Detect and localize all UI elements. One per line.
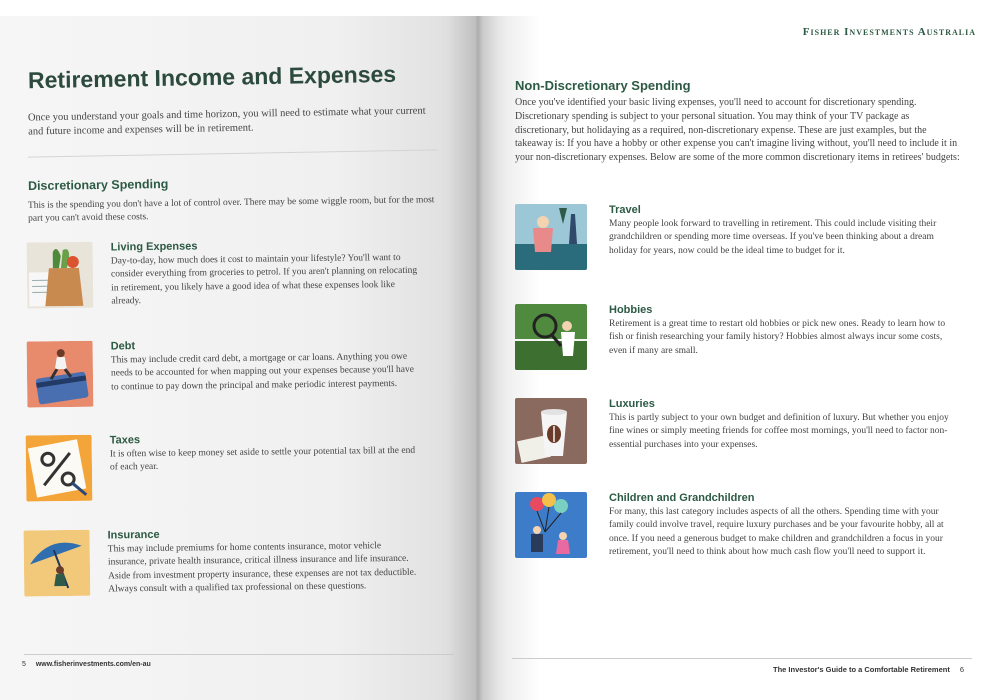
- item-text: This is partly subject to your own budget and definition of luxury. But whether you enjoy fine wines or simply meeting friends for coffee most mornings, you'll need to factor non-essential purchases into your expenses.: [609, 413, 949, 450]
- non-discretionary-heading: Non-Discretionary Spending: [515, 78, 691, 93]
- item-insurance: [24, 525, 437, 610]
- coffee-cup-icon: [515, 398, 587, 464]
- item-title: Hobbies: [609, 304, 653, 316]
- item-text: Day-to-day, how much does it cost to maintain your lifestyle? You'll want to consider everything from groceries to petrol. If you aren't planning on relocating in retirement, you likely have a good idea of what these expenses look like already.: [110, 252, 418, 307]
- brand-logo: Fisher Investments Australia: [802, 26, 976, 38]
- non-discretionary-paragraph: Once you've identified your basic living expenses, you'll need to account for discretionary spending. Discretionary spending is subject to your personal situation. You may think of your TV package as discretionary, but holidaying as a required, non-discretionary expense. These are just examples, but the takeaway is: If you have a hobby or other expense you can't imagine living without, you'll need to include it in your non-discretionary expenses. Below are some of the more common discretionary items in retirees' budgets:: [515, 97, 960, 164]
- percent-icon: [26, 435, 93, 502]
- item-title: Debt: [110, 340, 136, 353]
- item-hobbies: [515, 304, 965, 374]
- footer-guide-title: The Investor's Guide to a Comfortable Retirement: [773, 665, 950, 674]
- page-title: Retirement Income and Expenses: [27, 60, 397, 94]
- balloons-icon: [515, 492, 587, 558]
- item-text: For many, this last category includes aspects of all the others. Spending time with your family could involve travel, require luxury purchases and be your favourite hobby, all at once. If you need a generous budget to make children and grandchildren a focus in your retirement, you'll need to think about how much cash flow you'll need to support it.: [609, 507, 944, 558]
- intro-paragraph: Once you understand your goals and time horizon, you will need to estimate what your current and future income and expenses will be in retirement.: [27, 105, 426, 138]
- right-footer: [773, 665, 964, 674]
- item-text: This may include premiums for home contents insurance, motor vehicle insurance, private health insurance, critical illness insurance and life insurance. Aside from investment property insurance, these expenses are not tax deductible. Always consult with a qualified tax professional on these questions.: [107, 541, 417, 595]
- item-title: Insurance: [107, 528, 160, 542]
- page-number: 6: [959, 665, 964, 674]
- footer-rule: [512, 658, 972, 659]
- grocery-bag-icon: [27, 242, 94, 309]
- footer-rule: [24, 654, 454, 655]
- item-text: This may include credit card debt, a mortgage or car loans. Anything you owe needs to be accounted for when mapping out your expenses because you'll have to continue to pay down the principal and make periodic interest payments.: [110, 351, 415, 393]
- item-debt: [27, 336, 438, 411]
- footer-url-link[interactable]: www.fisherinvestments.com/en-au: [35, 661, 151, 668]
- item-title: Taxes: [109, 434, 141, 447]
- umbrella-icon: [24, 530, 91, 597]
- item-title: Living Expenses: [110, 240, 198, 254]
- tennis-icon: [515, 304, 587, 370]
- item-title: Travel: [609, 204, 641, 216]
- item-children-grandchildren: [515, 492, 965, 562]
- item-title: Children and Grandchildren: [609, 492, 755, 504]
- item-travel: [515, 204, 965, 274]
- item-title: Luxuries: [609, 398, 655, 410]
- item-text: Retirement is a great time to restart old hobbies or pick new ones. Ready to learn how to fish or finish researching your family history? Hobbies almost always incur some costs, even if many are small.: [609, 319, 946, 356]
- item-text: Many people look forward to travelling in retirement. This could include visiting their grandchildren or spending more time overseas. If you've been thinking about a dream holiday for years, now could be the ideal time to budget for it.: [609, 219, 937, 256]
- item-text: It is often wise to keep money set aside to settle your potential tax bill at the end of each year.: [109, 445, 416, 473]
- page-number: 5: [22, 661, 26, 668]
- left-footer: [22, 661, 151, 668]
- discretionary-heading: Discretionary Spending: [27, 177, 169, 193]
- credit-card-icon: [27, 341, 94, 408]
- discretionary-paragraph: This is the spending you don't have a lot of control over. There may be some wiggle room, but for the most part you can't avoid these costs.: [27, 195, 435, 224]
- item-taxes: [26, 430, 437, 505]
- item-living-expenses: [27, 237, 438, 312]
- item-luxuries: [515, 398, 965, 468]
- travel-icon: [515, 204, 587, 270]
